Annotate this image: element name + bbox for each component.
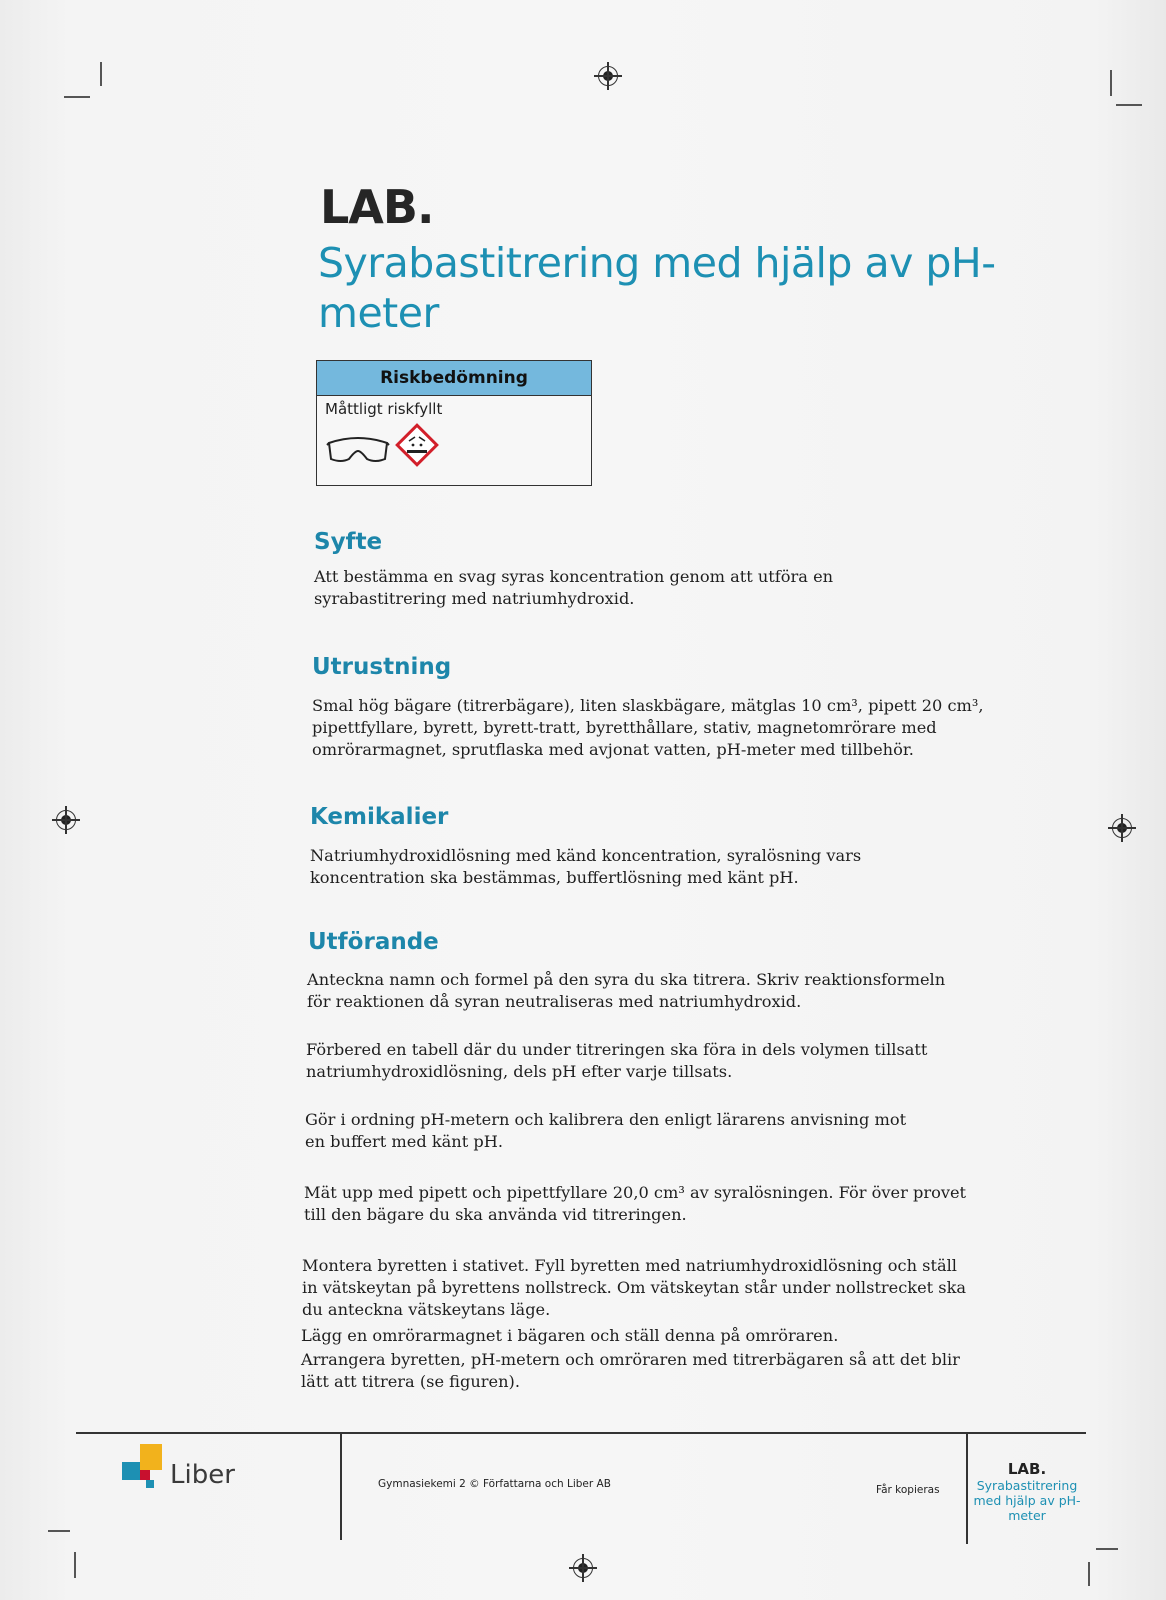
crop-mark [48, 1530, 70, 1532]
utforande-step-6: Lägg en omrörarmagnet i bägaren och ställ denna på omröraren. [301, 1326, 839, 1345]
kemikalier-text: Natriumhydroxidlösning med känd koncentration, syralösning vars koncentration ska bestämmas, buffertlösning med känt pH. [310, 846, 862, 887]
crop-mark [1110, 70, 1112, 96]
lab-label: LAB. [320, 180, 434, 234]
footer-lab-title: Syrabastitrering med hjälp av pH-meter [973, 1478, 1081, 1523]
risk-assessment-box [316, 360, 592, 486]
syfte-text: Att bestämma en svag syras koncentration genom att utföra en syrabastitrering med natriumhydroxid. [314, 567, 834, 608]
utforande-step-7: Arrangera byretten, pH-metern och omröraren med titrerbägaren så att det blir lätt att titrera (se figuren). [301, 1350, 960, 1391]
safety-goggles-icon [325, 429, 391, 469]
crop-mark [1116, 104, 1142, 106]
risk-heading: Riskbedömning [317, 361, 591, 396]
registration-mark-icon [573, 1558, 593, 1578]
footer-divider [340, 1432, 342, 1540]
utforande-step-2: Förbered en tabell där du under titreringen ska föra in dels volymen tillsatt natriumhydroxidlösning, dels pH efter varje tillsats. [306, 1040, 928, 1081]
crop-mark [100, 62, 102, 86]
crop-mark [64, 96, 90, 98]
footer-lab-label: LAB. [1007, 1460, 1047, 1478]
utforande-step-1: Anteckna namn och formel på den syra du ska titrera. Skriv reaktionsformeln för reaktionen då syran neutraliseras med natriumhydroxid. [307, 970, 946, 1011]
utrustning-text: Smal hög bägare (titrerbägare), liten slaskbägare, mätglas 10 cm³, pipett 20 cm³, pipettfyllare, byrett, byrett-tratt, byretthållare, stativ, magnetomrörare med omrörarmagnet, sprutflaska med avjonat vatten, pH-meter med tillbehör. [312, 696, 984, 759]
registration-mark-icon [1112, 818, 1132, 838]
section-heading-kemikalier: Kemikalier [310, 804, 449, 830]
section-heading-utrustning: Utrustning [312, 654, 452, 680]
registration-mark-icon [598, 66, 618, 86]
footer-divider [76, 1432, 1086, 1434]
registration-mark-icon [56, 810, 76, 830]
book-copyright: Gymnasiekemi 2 © Författarna och Liber AB [378, 1478, 611, 1490]
page-title: Syrabastitrering med hjälp av pH-meter [318, 239, 996, 337]
corrosive-hazard-icon [393, 421, 441, 469]
crop-mark [74, 1552, 76, 1578]
crop-mark [1088, 1562, 1090, 1586]
liber-logo-icon [122, 1444, 166, 1488]
utforande-step-3: Gör i ordning pH-metern och kalibrera den enligt lärarens anvisning mot en buffert med känt pH. [305, 1110, 907, 1151]
utforande-step-4: Mät upp med pipett och pipettfyllare 20,0 cm³ av syralösningen. För över provet till den bägare du ska använda vid titreringen. [304, 1183, 967, 1224]
crop-mark [1096, 1548, 1118, 1550]
publisher-name: Liber [170, 1460, 235, 1490]
utforande-step-5: Montera byretten i stativet. Fyll byretten med natriumhydroxidlösning och ställ in vätskeytan på byrettens nollstreck. Om vätskeytan står under nollstrecket ska du anteckna vätskeytans läge. [302, 1256, 967, 1319]
copy-permission: Får kopieras [876, 1484, 940, 1496]
section-heading-syfte: Syfte [314, 529, 383, 555]
risk-level: Måttligt riskfyllt [325, 400, 443, 418]
footer-lab-tag [968, 1460, 1086, 1523]
section-heading-utforande: Utförande [308, 929, 439, 955]
